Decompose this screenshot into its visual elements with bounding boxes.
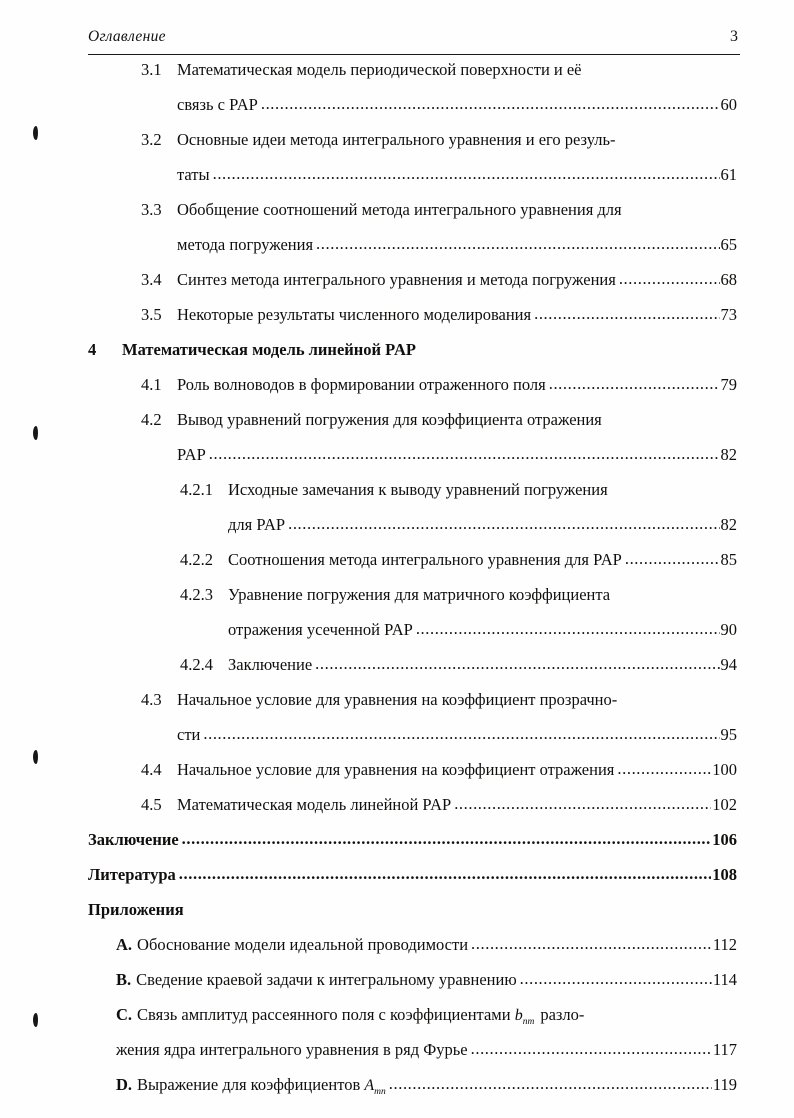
- entry-title: сти: [177, 725, 201, 744]
- entry-number: 3.5: [141, 305, 162, 324]
- entry-title: Роль волноводов в формировании отраженного поля: [177, 375, 546, 394]
- entry-number: 4.2: [141, 410, 162, 429]
- entry-number: 4.2.1: [180, 480, 213, 499]
- table-of-contents: [0, 60, 794, 1110]
- entry-title: Приложения: [88, 900, 184, 919]
- entry-page-number: 100: [712, 760, 737, 779]
- entry-number: 4.3: [141, 690, 162, 709]
- toc-entry-line: [180, 620, 794, 655]
- toc-entry-line: [116, 970, 794, 1005]
- toc-entry[interactable]: [0, 305, 794, 340]
- entry-title: Сведение краевой задачи к интегральному уравнению: [136, 970, 517, 989]
- entry-title: метода погружения: [177, 235, 314, 254]
- entry-title: Обобщение соотношений метода интегрального уравнения для: [177, 200, 622, 219]
- toc-entry-line: [141, 410, 794, 445]
- entry-page-number: 95: [720, 725, 737, 744]
- toc-entry-line: [180, 655, 794, 690]
- toc-entry[interactable]: [0, 795, 794, 830]
- toc-entry-line: [180, 480, 794, 515]
- dot-leader: [625, 549, 720, 569]
- toc-entry[interactable]: [0, 830, 794, 865]
- header-page-number: 3: [730, 28, 738, 45]
- entry-title: Математическая модель линейной PAP: [122, 340, 417, 359]
- entry-page-number: 68: [720, 270, 737, 289]
- toc-entry[interactable]: [0, 970, 794, 1005]
- dot-leader: [416, 619, 720, 639]
- entry-title: Заключение: [228, 655, 313, 674]
- toc-entry[interactable]: [0, 690, 794, 760]
- dot-leader: [209, 444, 720, 464]
- entry-title: Математическая модель периодической поверхности и её: [177, 60, 582, 79]
- entry-title: Синтез метода интегрального уравнения и метода погружения: [177, 270, 616, 289]
- toc-entry[interactable]: [0, 60, 794, 130]
- header-title: Оглавление: [88, 28, 166, 45]
- entry-title: Начальное условие для уравнения на коэффициент прозрачно-: [177, 690, 618, 709]
- entry-page-number: 61: [720, 165, 737, 184]
- dot-leader: [389, 1074, 712, 1094]
- dot-leader: [203, 724, 719, 744]
- entry-number: 3.3: [141, 200, 162, 219]
- entry-number: 3.1: [141, 60, 162, 79]
- toc-entry[interactable]: [0, 900, 794, 935]
- entry-page-number: 114: [712, 970, 737, 989]
- entry-number: 4.2.3: [180, 585, 213, 604]
- entry-page-number: 102: [712, 795, 737, 814]
- entry-number: 4.1: [141, 375, 162, 394]
- entry-title: Обоснование модели идеальной проводимости: [137, 935, 469, 954]
- entry-number: 4.2.2: [180, 550, 213, 569]
- toc-entry-line: [141, 165, 794, 200]
- toc-entry[interactable]: [0, 130, 794, 200]
- entry-title: Исходные замечания к выводу уравнений погружения: [228, 480, 608, 499]
- toc-entry-line: [116, 935, 794, 970]
- dot-leader: [534, 304, 719, 324]
- entry-page-number: 94: [720, 655, 737, 674]
- entry-page-number: 82: [720, 445, 737, 464]
- toc-entry[interactable]: [0, 1075, 794, 1110]
- entry-page-number: 117: [712, 1040, 737, 1059]
- entry-title: для PAP: [228, 515, 286, 534]
- toc-entry-line: [116, 1075, 794, 1110]
- dot-leader: [471, 1039, 712, 1059]
- toc-entry-line: [141, 375, 794, 410]
- toc-entry-line: [141, 235, 794, 270]
- entry-title: Заключение: [88, 830, 179, 849]
- entry-title: Математическая модель линейной PAP: [177, 795, 452, 814]
- entry-title: Литература: [88, 865, 176, 884]
- entry-number: 3.4: [141, 270, 162, 289]
- toc-entry[interactable]: [0, 200, 794, 270]
- toc-entry[interactable]: [0, 865, 794, 900]
- dot-leader: [619, 269, 720, 289]
- entry-title: Основные идеи метода интегрального уравнения и его резуль-: [177, 130, 616, 149]
- entry-title: связь с PAP: [177, 95, 258, 114]
- entry-page-number: 82: [720, 515, 737, 534]
- entry-title: Некоторые результаты численного моделирования: [177, 305, 532, 324]
- appendix-letter: C.: [116, 1005, 133, 1024]
- entry-page-number: 108: [712, 865, 737, 884]
- entry-title: жения ядра интегрального уравнения в ряд Фурье: [116, 1040, 468, 1059]
- toc-entry-line: [141, 305, 794, 340]
- dot-leader: [179, 864, 711, 884]
- dot-leader: [288, 514, 719, 534]
- entry-title: Уравнение погружения для матричного коэффициента: [228, 585, 611, 604]
- dot-leader: [316, 234, 719, 254]
- entry-page-number: 90: [720, 620, 737, 639]
- toc-entry-line: [116, 1005, 794, 1040]
- entry-title: Выражение для коэффициентов: [137, 1075, 361, 1094]
- entry-number: 4: [88, 340, 97, 359]
- entry-page-number: 119: [712, 1075, 737, 1094]
- toc-entry-line: [88, 340, 794, 375]
- toc-entry[interactable]: [0, 760, 794, 795]
- toc-entry[interactable]: [0, 375, 794, 410]
- dot-leader: [315, 654, 719, 674]
- toc-entry-line: [180, 515, 794, 550]
- toc-entry[interactable]: [0, 270, 794, 305]
- entry-title: таты: [177, 165, 210, 184]
- dot-leader: [213, 164, 720, 184]
- entry-title-tail: разло-: [540, 1005, 585, 1024]
- dot-leader: [520, 969, 712, 989]
- dot-leader: [617, 759, 711, 779]
- entry-number: 4.5: [141, 795, 162, 814]
- toc-entry-line: [141, 760, 794, 795]
- entry-title: отражения усеченной PAP: [228, 620, 413, 639]
- math-variable: $A_{mn}$: [364, 1077, 386, 1098]
- entry-title: Связь амплитуд рассеянного поля с коэффициентами: [137, 1005, 511, 1024]
- entry-page-number: 65: [720, 235, 737, 254]
- toc-entry[interactable]: [0, 655, 794, 690]
- toc-entry-line: [116, 1040, 794, 1075]
- page-header: [88, 28, 738, 54]
- dot-leader: [549, 374, 720, 394]
- dot-leader: [471, 934, 712, 954]
- header-rule: [88, 54, 740, 55]
- entry-page-number: 112: [712, 935, 737, 954]
- dot-leader: [261, 94, 720, 114]
- toc-entry-line: [141, 445, 794, 480]
- toc-entry[interactable]: [0, 340, 794, 375]
- entry-number: 4.2.4: [180, 655, 213, 674]
- entry-number: 4.4: [141, 760, 162, 779]
- toc-entry-line: [141, 130, 794, 165]
- toc-entry-line: [180, 550, 794, 585]
- entry-page-number: 73: [720, 305, 737, 324]
- appendix-letter: B.: [116, 970, 132, 989]
- dot-leader: [454, 794, 711, 814]
- toc-entry-line: [88, 830, 794, 865]
- appendix-letter: D.: [116, 1075, 133, 1094]
- toc-entry-line: [141, 270, 794, 305]
- toc-entry[interactable]: [0, 935, 794, 970]
- toc-entry-line: [141, 725, 794, 760]
- toc-entry-line: [141, 795, 794, 830]
- math-variable: $b_{nm}$: [514, 1007, 535, 1028]
- entry-title: PAP: [177, 445, 206, 464]
- entry-title: Вывод уравнений погружения для коэффициента отражения: [177, 410, 602, 429]
- toc-entry[interactable]: [0, 550, 794, 585]
- entry-page-number: 60: [720, 95, 737, 114]
- entry-number: 3.2: [141, 130, 162, 149]
- toc-entry[interactable]: [0, 480, 794, 550]
- entry-page-number: 85: [720, 550, 737, 569]
- entry-page-number: 79: [720, 375, 737, 394]
- entry-page-number: 106: [712, 830, 737, 849]
- toc-entry-line: [180, 585, 794, 620]
- toc-entry-line: [88, 865, 794, 900]
- toc-entry[interactable]: [0, 410, 794, 480]
- toc-entry-line: [141, 95, 794, 130]
- dot-leader: [182, 829, 712, 849]
- toc-entry[interactable]: [0, 1005, 794, 1075]
- toc-entry-line: [141, 690, 794, 725]
- toc-entry-line: [141, 200, 794, 235]
- toc-entry-line: [141, 60, 794, 95]
- entry-title: Соотношения метода интегрального уравнения для PAP: [228, 550, 622, 569]
- toc-entry[interactable]: [0, 585, 794, 655]
- entry-title: Начальное условие для уравнения на коэффициент отражения: [177, 760, 615, 779]
- appendix-letter: A.: [116, 935, 133, 954]
- toc-entry-line: [88, 900, 794, 935]
